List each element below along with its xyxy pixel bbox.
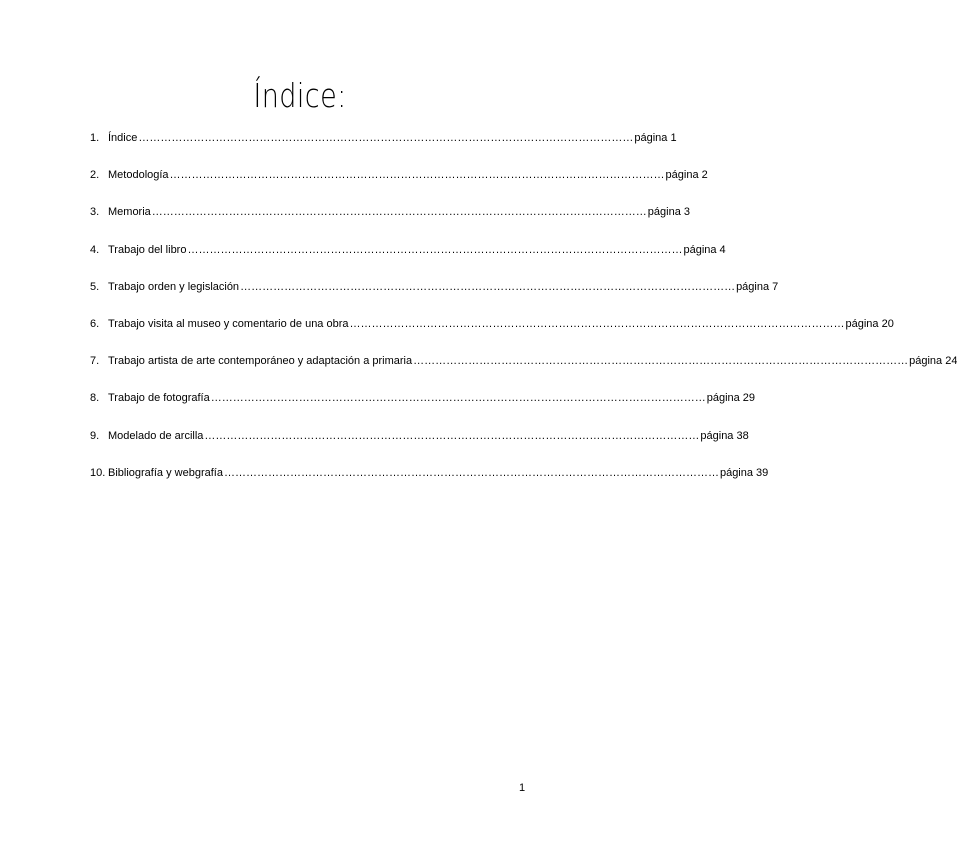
toc-entry-page: página 24: [909, 355, 957, 368]
toc-entry-number: 5.: [90, 280, 100, 293]
toc-entry: [90, 354, 957, 391]
toc-entry-title: Modelado de arcilla: [108, 429, 204, 442]
toc-entry: [90, 280, 779, 317]
toc-entry: [90, 205, 691, 242]
toc-entry: [90, 391, 756, 428]
toc-entry-page: página 39: [719, 466, 769, 479]
toc-entry-title: Bibliografía y webgrafía: [108, 466, 223, 479]
dot-leader: ………………………………………………………………………………………………………………………: [240, 280, 736, 293]
dot-leader: ………………………………………………………………………………………………………………………: [413, 355, 909, 368]
page-title: Índice:: [253, 76, 347, 115]
toc-entry: [90, 429, 749, 466]
dot-leader: ………………………………………………………………………………………………………………………: [349, 317, 845, 330]
dot-leader: ………………………………………………………………………………………………………………………: [187, 243, 683, 256]
toc-entry-page: página 29: [706, 392, 756, 405]
toc-entry-title: Trabajo de fotografía: [108, 392, 210, 405]
toc-entry: [90, 168, 708, 205]
dot-leader: ………………………………………………………………………………………………………………………: [204, 429, 700, 442]
toc-entry-number: 3.: [90, 206, 100, 219]
table-of-contents: [90, 131, 957, 503]
toc-entry-title: Índice: [108, 132, 138, 144]
dot-leader: ………………………………………………………………………………………………………………………: [151, 206, 647, 219]
dot-leader: ………………………………………………………………………………………………………………………: [169, 169, 665, 182]
toc-entry-number: 6.: [90, 317, 100, 330]
toc-entry: [90, 131, 677, 168]
toc-entry-number: 8.: [90, 392, 100, 405]
toc-entry-number: 10.: [90, 466, 106, 479]
toc-entry-number: 9.: [90, 429, 100, 442]
dot-leader: ………………………………………………………………………………………………………………………: [223, 466, 719, 479]
toc-entry-number: 7.: [90, 355, 100, 368]
toc-entry-title: Trabajo artista de arte contemporáneo y adaptación a primaria: [108, 355, 413, 368]
toc-entry: [90, 317, 894, 354]
toc-entry-number: 2.: [90, 169, 100, 182]
toc-entry-page: página 2: [665, 169, 708, 182]
dot-leader: ………………………………………………………………………………………………………………………: [210, 392, 706, 405]
toc-entry-page: página 3: [647, 206, 691, 219]
toc-entry-number: 1.: [90, 132, 100, 144]
toc-entry-title: Trabajo del libro: [108, 243, 187, 256]
toc-entry: [90, 466, 769, 503]
toc-entry-page: página 38: [700, 429, 749, 442]
toc-entry-title: Trabajo orden y legislación: [108, 280, 240, 293]
toc-entry-page: página 20: [845, 317, 894, 330]
toc-entry-title: Metodología: [108, 169, 169, 182]
toc-entry-title: Memoria: [108, 206, 151, 219]
toc-entry-page: página 4: [683, 243, 726, 256]
toc-entry-page: página 1: [634, 132, 677, 144]
toc-entry-title: Trabajo visita al museo y comentario de una obra: [108, 317, 349, 330]
toc-entry-number: 4.: [90, 243, 100, 256]
toc-entry: [90, 243, 726, 280]
dot-leader: ………………………………………………………………………………………………………………………: [138, 132, 634, 144]
toc-entry-page: página 7: [736, 280, 779, 293]
page-number: 1: [519, 782, 526, 794]
